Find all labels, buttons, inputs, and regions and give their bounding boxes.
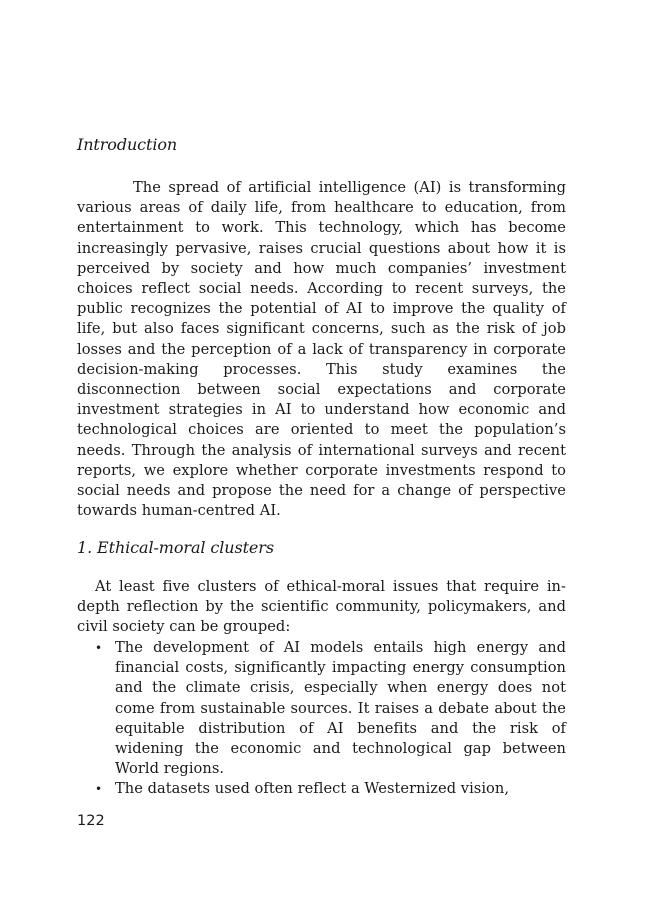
section-1-paragraph: At least five clusters of ethical-moral issues that require in-depth reflection by the scientific community, policymakers, and civil society can be grouped: bbox=[77, 578, 566, 636]
bullet-icon: • bbox=[95, 641, 103, 655]
section-1-heading: 1. Ethical-moral clusters bbox=[77, 538, 274, 557]
list-item bbox=[77, 638, 566, 779]
page-number: 122 bbox=[77, 813, 105, 829]
introduction-paragraph: The spread of artificial intelligence (AI) is transforming various areas of daily life, from healthcare to education, from entertainment to work. This technology, which has become increasingly pervasive, raises crucial questions about how it is perceived by society and how much companies’ investment choices reflect social needs. According to recent surveys, the public recognizes the potential of AI to improve the quality of life, but also faces significant concerns, such as the risk of job losses and the perception of a lack of transparency in corporate decision-making processes. This study examines the disconnection between social expectations and corporate investment strategies in AI to understand how economic and technological choices are oriented to meet the population’s needs. Through the analysis of international surveys and recent reports, we explore whether corporate investments respond to social needs and propose the need for a change of perspective towards human-centred AI. bbox=[77, 179, 566, 520]
introduction-heading: Introduction bbox=[77, 135, 178, 154]
bullet-icon: • bbox=[95, 782, 103, 797]
list-item-text: The datasets used often reflect a Westernized vision, bbox=[115, 780, 510, 798]
list-item bbox=[77, 779, 566, 799]
ethical-clusters-list bbox=[77, 638, 566, 800]
list-item-text: The development of AI models entails high energy and financial costs, significantly impacting energy consumption and the climate crisis, especially when energy does not come from sustainable sources. It raises a debate about the equitable distribution of AI benefits and the risk of widening the economic and technological gap between World regions. bbox=[115, 639, 566, 778]
